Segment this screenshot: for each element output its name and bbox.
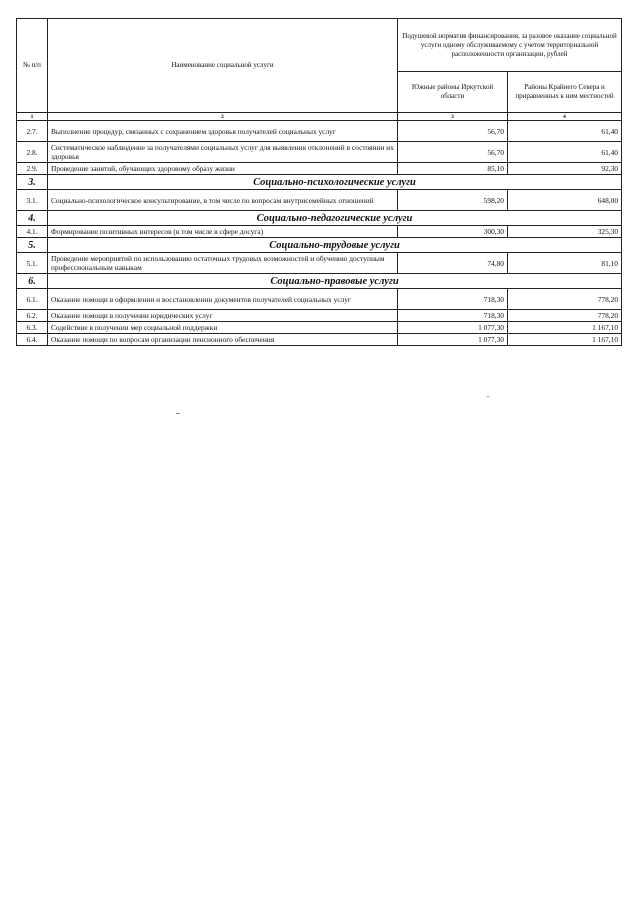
section-number: 3.: [17, 175, 48, 190]
column-number-3: 3: [398, 113, 508, 121]
service-name: Выполнение процедур, связанных с сохранением здоровья получателей социальных услуг: [48, 121, 398, 142]
header-south: Южные районы Иркутской области: [398, 72, 508, 113]
value-south: 300,30: [398, 226, 508, 238]
column-number-2: 2: [48, 113, 398, 121]
header-num: № п/п: [17, 19, 48, 113]
table-body: [17, 121, 622, 346]
value-south: 85,10: [398, 163, 508, 175]
service-name: Оказание помощи в оформлении и восстановлении документов получателей социальных услуг: [48, 289, 398, 310]
row-number: 2.7.: [17, 121, 48, 142]
service-name: Проведение мероприятий по использованию остаточных трудовых возможностей и обучению доступным профессиональным навыкам: [48, 253, 398, 274]
scan-mark: [487, 396, 489, 397]
service-name: Социально-психологическое консультирование, в том числе по вопросам внутрисемейных отношений: [48, 190, 398, 211]
service-name: Оказание помощи по вопросам организации пенсионного обеспечения: [48, 334, 398, 346]
value-north: 1 167,10: [508, 334, 622, 346]
scan-mark: [176, 413, 180, 414]
row-number: 3.1.: [17, 190, 48, 211]
service-name: Содействие в получении мер социальной поддержки: [48, 322, 398, 334]
header-name: Наименование социальной услуги: [48, 19, 398, 113]
services-table: [16, 18, 622, 346]
service-name: Систематическое наблюдение за получателями социальных услуг для выявления отклонений в состоянии их здоровья: [48, 142, 398, 163]
value-north: 648,00: [508, 190, 622, 211]
row-number: 2.9.: [17, 163, 48, 175]
row-number: 6.2.: [17, 310, 48, 322]
section-title: Социально-педагогические услуги: [48, 211, 622, 226]
value-north: 61,40: [508, 121, 622, 142]
value-north: 81,10: [508, 253, 622, 274]
value-south: 74,80: [398, 253, 508, 274]
row-number: 2.8.: [17, 142, 48, 163]
section-row: [17, 274, 622, 289]
header-norm: Подушевой норматив финансирования, за разовое оказание социальной услуги одному обслуживаемому с учетом территориальной расположенности организации, рублей: [398, 19, 622, 72]
table-row: [17, 253, 622, 274]
value-north: 325,30: [508, 226, 622, 238]
value-north: 61,40: [508, 142, 622, 163]
section-title: Социально-психологические услуги: [48, 175, 622, 190]
table-row: [17, 142, 622, 163]
table-row: [17, 163, 622, 175]
section-row: [17, 211, 622, 226]
value-south: 718,30: [398, 289, 508, 310]
value-north: 92,30: [508, 163, 622, 175]
table-row: [17, 190, 622, 211]
value-south: 1 077,30: [398, 334, 508, 346]
row-number: 6.3.: [17, 322, 48, 334]
row-number: 4.1.: [17, 226, 48, 238]
section-row: [17, 238, 622, 253]
table-row: [17, 334, 622, 346]
service-name: Формирование позитивных интересов (в том числе в сфере досуга): [48, 226, 398, 238]
column-number-1: 1: [17, 113, 48, 121]
table-row: [17, 310, 622, 322]
value-south: 56,70: [398, 121, 508, 142]
service-name: Оказание помощи в получении юридических услуг: [48, 310, 398, 322]
table-row: [17, 121, 622, 142]
document-page: [16, 18, 621, 346]
value-south: 598,20: [398, 190, 508, 211]
value-north: 778,20: [508, 310, 622, 322]
table-row: [17, 289, 622, 310]
service-name: Проведение занятий, обучающих здоровому образу жизни: [48, 163, 398, 175]
row-number: 5.1.: [17, 253, 48, 274]
table-row: [17, 322, 622, 334]
table-row: [17, 226, 622, 238]
value-south: 1 077,30: [398, 322, 508, 334]
value-south: 56,70: [398, 142, 508, 163]
header-north: Районы Крайнего Севера и приравненных к ним местностей: [508, 72, 622, 113]
section-row: [17, 175, 622, 190]
value-north: 1 167,10: [508, 322, 622, 334]
section-number: 6.: [17, 274, 48, 289]
row-number: 6.4.: [17, 334, 48, 346]
section-number: 5.: [17, 238, 48, 253]
value-north: 778,20: [508, 289, 622, 310]
section-title: Социально-правовые услуги: [48, 274, 622, 289]
column-number-4: 4: [508, 113, 622, 121]
row-number: 6.1.: [17, 289, 48, 310]
section-number: 4.: [17, 211, 48, 226]
section-title: Социально-трудовые услуги: [48, 238, 622, 253]
value-south: 718,30: [398, 310, 508, 322]
